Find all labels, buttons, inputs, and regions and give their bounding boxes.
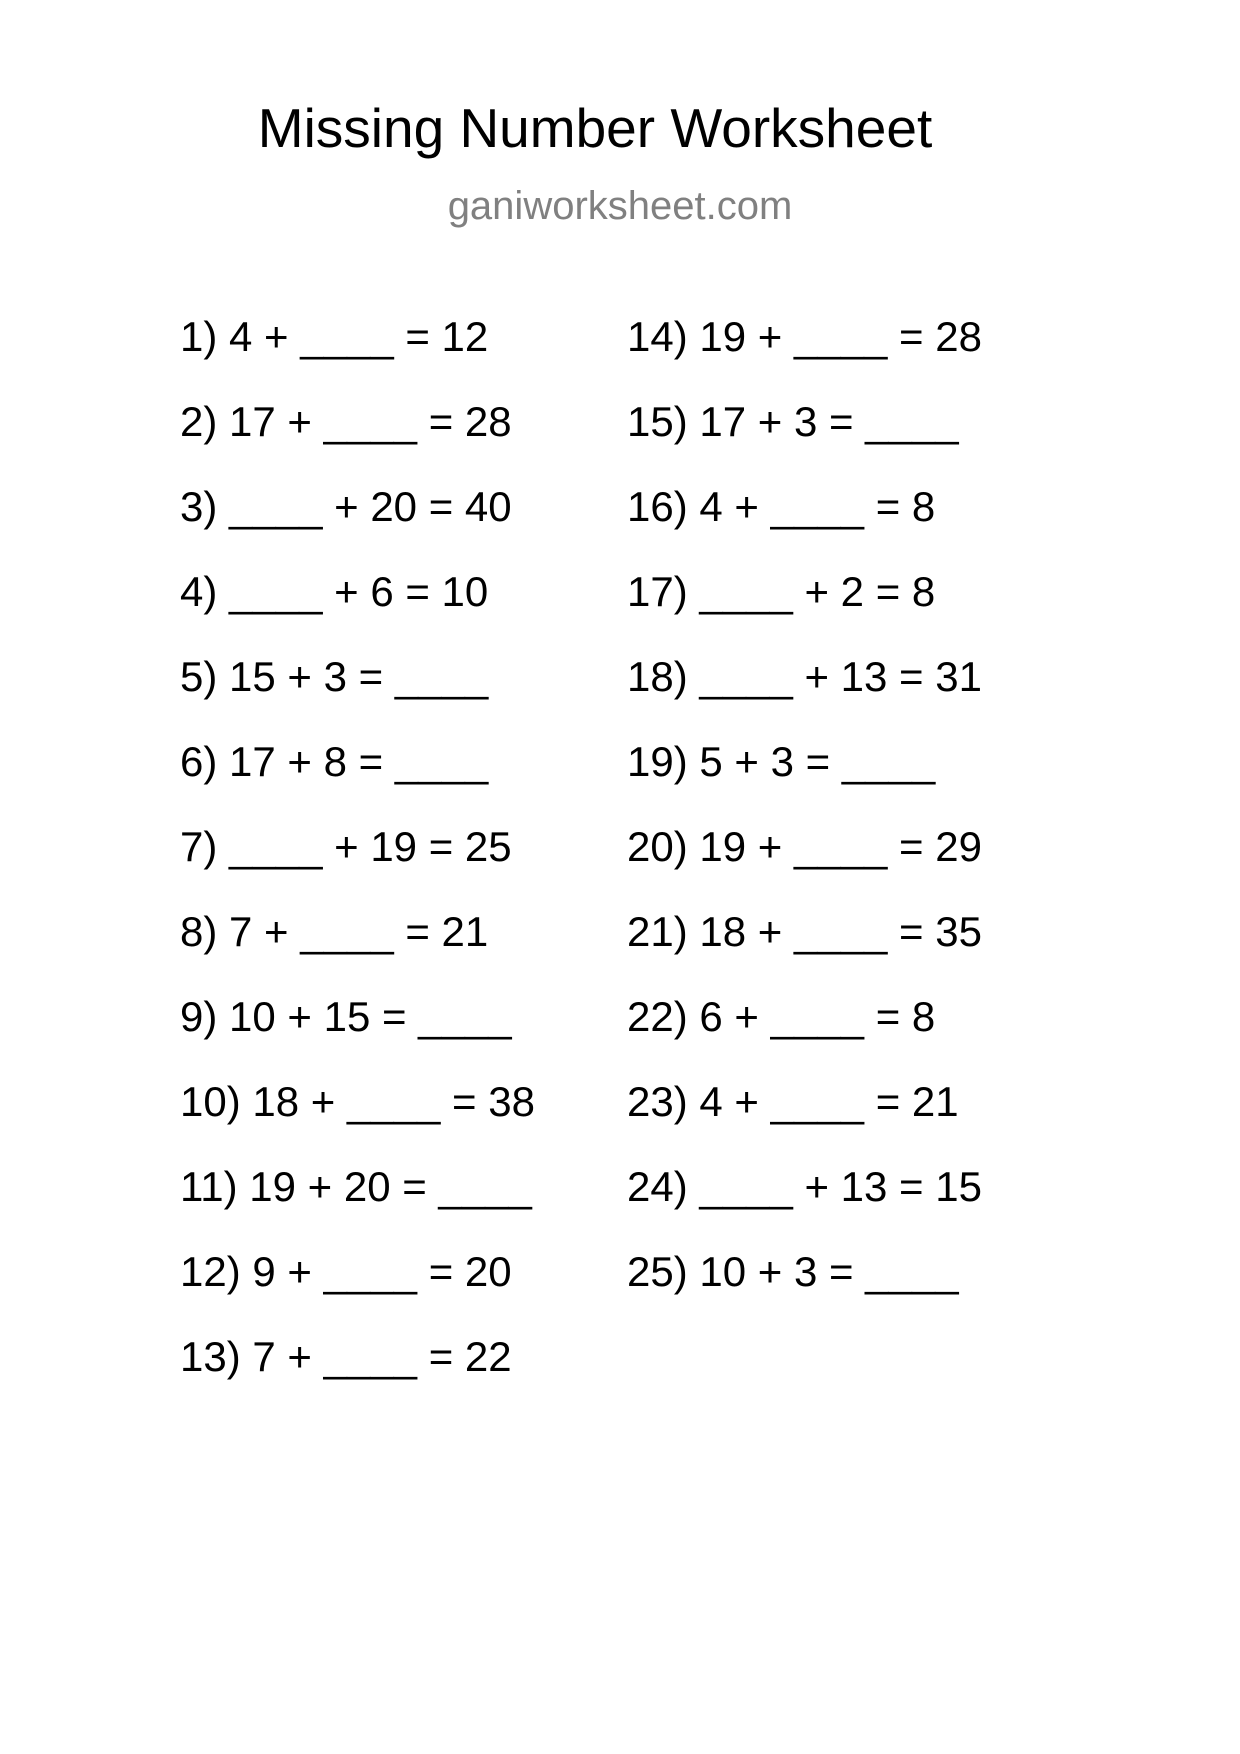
problem-5: 5) 15 + 3 = ____: [180, 653, 489, 700]
problem-14: 14) 19 + ____ = 28: [627, 313, 982, 360]
problem-25: 25) 10 + 3 = ____: [627, 1248, 959, 1295]
worksheet-source: ganiworksheet.com: [447, 184, 793, 228]
worksheet-title: Missing Number Worksheet: [257, 97, 933, 159]
problem-13: 13) 7 + ____ = 22: [180, 1333, 512, 1380]
problem-23: 23) 4 + ____ = 21: [627, 1078, 959, 1125]
problem-8: 8) 7 + ____ = 21: [180, 908, 489, 955]
problem-1: 1) 4 + ____ = 12: [180, 313, 489, 360]
problem-22: 22) 6 + ____ = 8: [627, 993, 936, 1040]
problem-9: 9) 10 + 15 = ____: [180, 993, 512, 1040]
problem-12: 12) 9 + ____ = 20: [180, 1248, 512, 1295]
problem-7: 7) ____ + 19 = 25: [180, 823, 512, 870]
problem-19: 19) 5 + 3 = ____: [627, 738, 936, 785]
problem-16: 16) 4 + ____ = 8: [627, 483, 936, 530]
problem-15: 15) 17 + 3 = ____: [627, 398, 959, 445]
problem-20: 20) 19 + ____ = 29: [627, 823, 982, 870]
problem-10: 10) 18 + ____ = 38: [180, 1078, 535, 1125]
problem-24: 24) ____ + 13 = 15: [627, 1163, 982, 1210]
problem-17: 17) ____ + 2 = 8: [627, 568, 936, 615]
problem-11: 11) 19 + 20 = ____: [180, 1163, 532, 1210]
problem-4: 4) ____ + 6 = 10: [180, 568, 489, 615]
problem-3: 3) ____ + 20 = 40: [180, 483, 512, 530]
problem-18: 18) ____ + 13 = 31: [627, 653, 982, 700]
problem-6: 6) 17 + 8 = ____: [180, 738, 489, 785]
problem-21: 21) 18 + ____ = 35: [627, 908, 982, 955]
problem-2: 2) 17 + ____ = 28: [180, 398, 512, 445]
